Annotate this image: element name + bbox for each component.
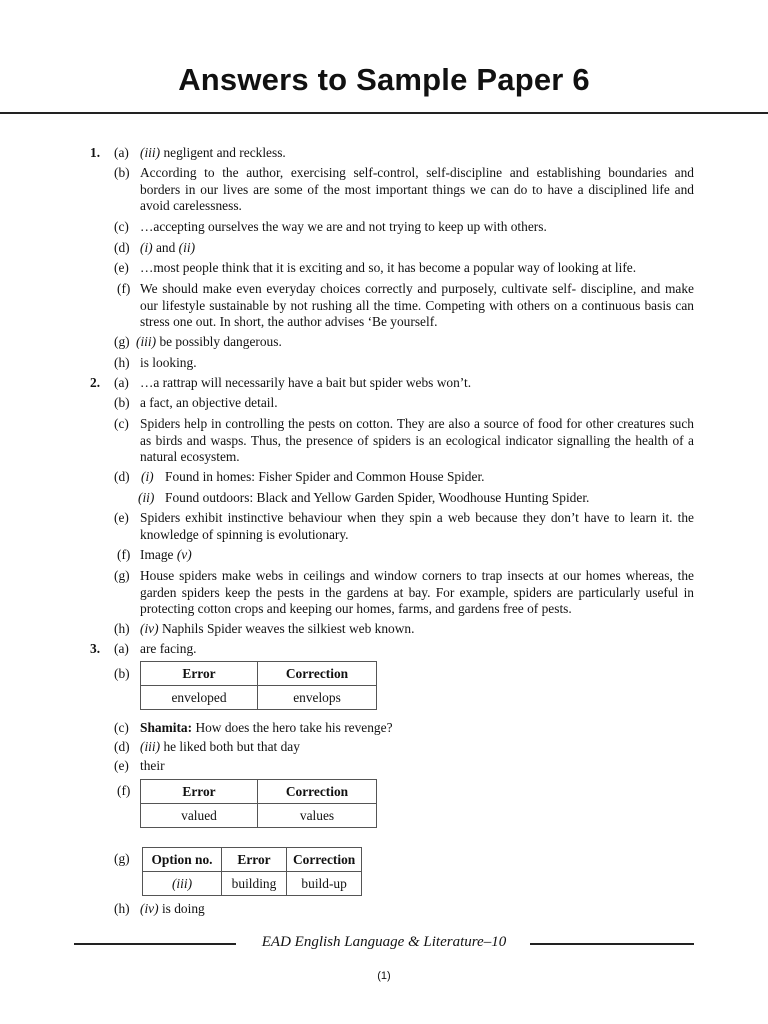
q1-a-label: (a) [114,145,129,160]
q2-h-answer: (iv) Naphils Spider weaves the silkiest web known. [140,621,415,636]
q1-c-label: (c) [114,219,129,234]
q2-h-label: (h) [114,621,130,636]
q2-e-answer: Spiders exhibit instinctive behaviour when they spin a web because they don’t have to learn it. the knowledge of spinning is evolutionary. [140,510,694,542]
table-header: Option no. [143,848,222,872]
q3-d-answer: (iii) he liked both but that day [140,739,300,754]
question-number-3: 3. [90,641,101,656]
q3-g-label: (g) [114,851,130,866]
q2-g-label: (g) [114,568,130,583]
q1-e-label: (e) [114,260,129,275]
q2-f-answer: Image (v) [140,547,192,562]
q3-h-label: (h) [114,901,130,916]
q2-d-label: (d) [114,469,130,484]
q1-g-label: (g) [114,334,130,349]
q2-f-label: (f) [117,547,131,562]
q2-a-answer: …a rattrap will necessarily have a bait but spider webs won’t. [140,375,472,390]
page-number: (1) [377,970,391,982]
q2-e-label: (e) [114,510,129,525]
table-header: Correction [287,848,362,872]
q2-d-i-label: (i) [141,469,154,484]
footer-rule-right [530,943,694,945]
q3-b-error-table [140,661,377,710]
table-cell: envelops [258,686,377,710]
q2-c-label: (c) [114,416,129,431]
q2-b-label: (b) [114,395,130,410]
q2-c-answer: Spiders help in controlling the pests on cotton. They are also a source of food for other creatures such as birds and wasps. Thus, the presence of spiders is an ecological indicator signalling the health of a natural ecosystem. [140,416,694,464]
table-cell: building [222,872,287,896]
q2-d-ii-label: (ii) [138,490,155,505]
table-header: Correction [258,780,377,804]
table-cell: valued [141,804,258,828]
q2-d-ii-answer: Found outdoors: Black and Yellow Garden Spider, Woodhouse Hunting Spider. [165,490,590,505]
q3-h-answer: (iv) is doing [140,901,205,916]
q1-b-label: (b) [114,165,130,180]
table-header: Error [141,662,258,686]
q1-h-label: (h) [114,355,130,370]
q3-f-label: (f) [117,783,131,798]
page-title: Answers to Sample Paper 6 [178,62,590,97]
q1-d-label: (d) [114,240,130,255]
q3-b-label: (b) [114,666,130,681]
question-number-2: 2. [90,375,101,390]
q1-g-answer: (iii) be possibly dangerous. [136,334,282,349]
q3-c-answer: Shamita: How does the hero take his revenge? [140,720,393,735]
table-cell: enveloped [141,686,258,710]
q3-a-answer: are facing. [140,641,197,656]
q3-f-error-table [140,779,377,828]
q1-b-answer: According to the author, exercising self-control, self-discipline and establishing boundaries and borders in our lives are some of the most important things we can do to have a disciplined life and avoid carelessness. [140,165,694,213]
q1-h-answer: is looking. [140,355,197,370]
table-header: Error [141,780,258,804]
q2-g-answer: House spiders make webs in ceilings and window corners to trap insects at our homes whereas, the garden spiders keep the pests in the gardens at bay. For example, spiders are particularly useful in protecting cotton crops and keeping our homes, farms, and gardens free of pests. [140,568,694,616]
q3-e-label: (e) [114,758,129,773]
q3-d-label: (d) [114,739,130,754]
q2-d-i-answer: Found in homes: Fisher Spider and Common House Spider. [165,469,485,484]
title-rule [0,112,768,114]
q1-a-answer: (iii) negligent and reckless. [140,145,286,160]
q2-b-answer: a fact, an objective detail. [140,395,278,410]
table-header: Error [222,848,287,872]
q3-e-answer: their [140,758,165,773]
question-number-1: 1. [90,145,101,160]
table-cell: (iii) [143,872,222,896]
table-cell: values [258,804,377,828]
q1-f-label: (f) [117,281,131,296]
table-cell: build-up [287,872,362,896]
footer-book-title: EAD English Language & Literature–10 [261,934,507,950]
table-header: Correction [258,662,377,686]
q2-a-label: (a) [114,375,129,390]
q1-f-answer: We should make even everyday choices correctly and purposely, cultivate self- discipline, and make our lifestyle sustainable by not rushing all the time. Competing with others on a continuous basis can stress one out. In short, the author advises ‘Be yourself. [140,281,694,329]
q3-g-error-table [142,847,362,896]
q1-c-answer: …accepting ourselves the way we are and not trying to keep up with others. [140,219,547,234]
q3-a-label: (a) [114,641,129,656]
q3-c-label: (c) [114,720,129,735]
q1-d-answer: (i) and (ii) [140,240,196,255]
q1-e-answer: …most people think that it is exciting and so, it has become a popular way of looking at life. [140,260,637,275]
